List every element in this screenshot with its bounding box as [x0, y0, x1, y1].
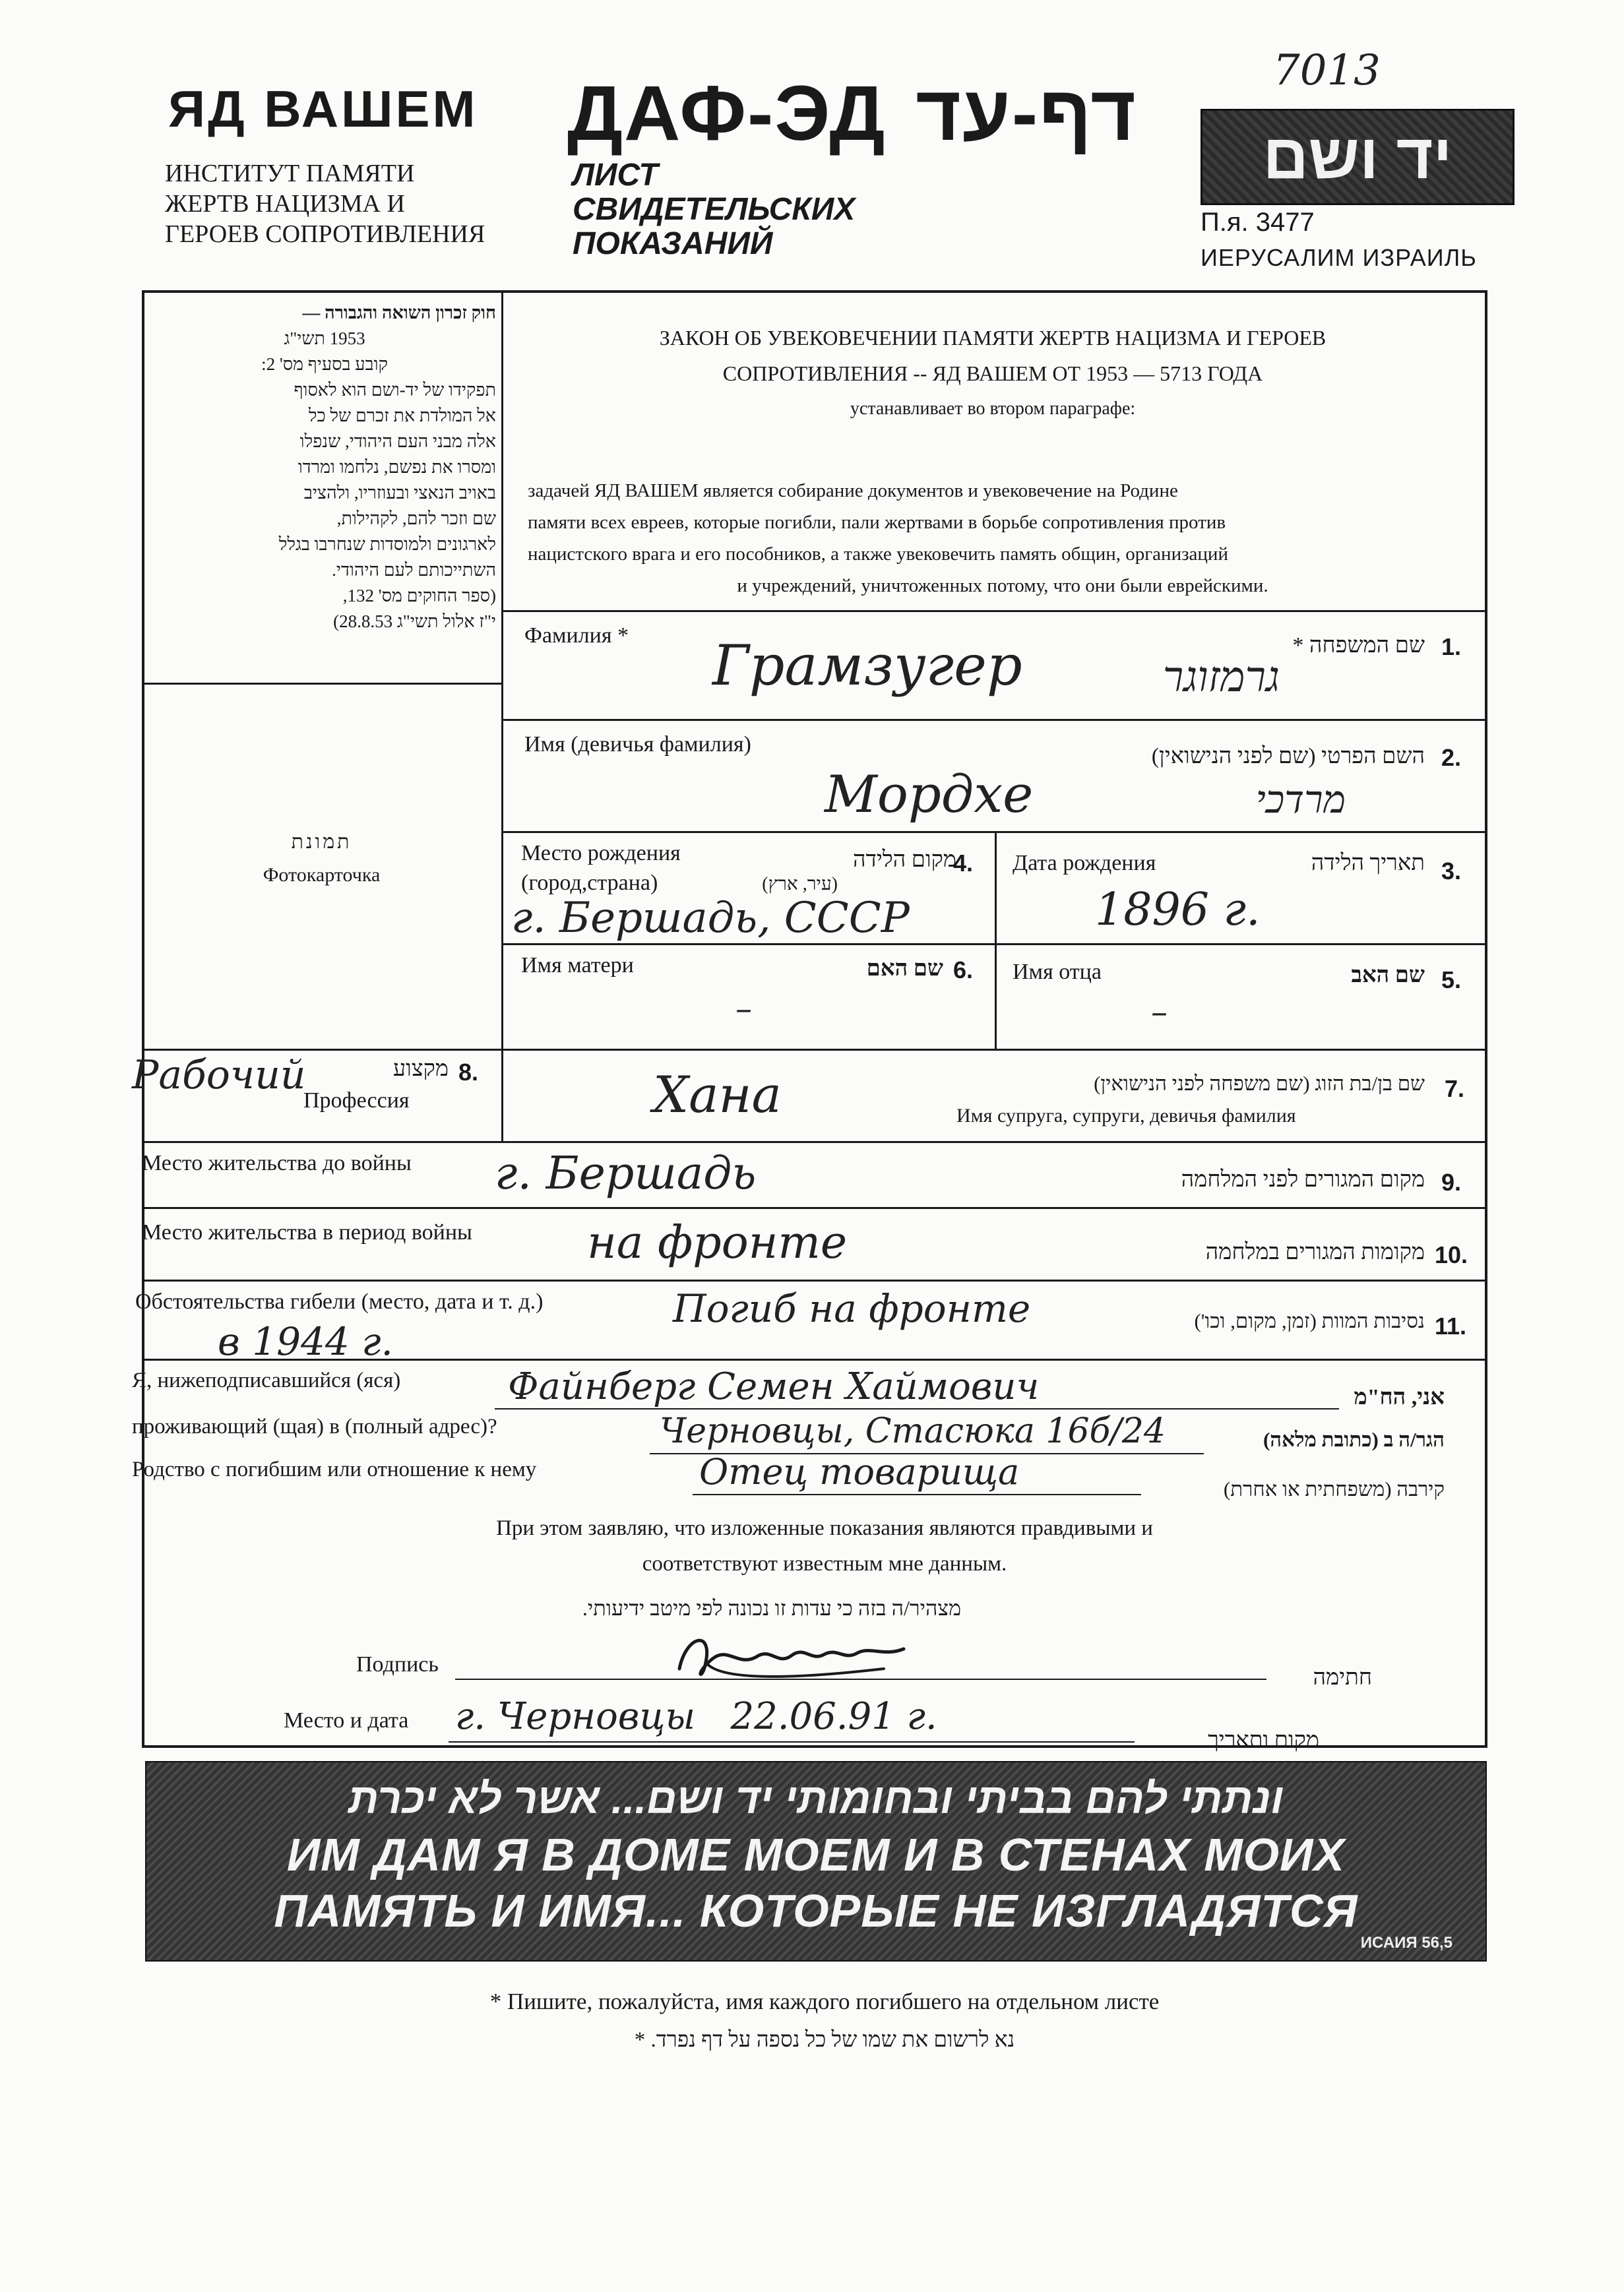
mother-label-hebrew: שם האם [866, 956, 943, 981]
org-name: ЯД ВАШЕМ [168, 80, 478, 138]
father-value[interactable]: – [1151, 993, 1168, 1031]
form-title-hebrew: דף-עד [916, 70, 1137, 157]
place-date-label: Место и дата [284, 1708, 409, 1733]
law-russian: ЗАКОН ОБ УВЕКОВЕЧЕНИИ ПАМЯТИ ЖЕРТВ НАЦИЗМА И ГЕРОЕВ СОПРОТИВЛЕНИЯ -- ЯД ВАШЕМ ОТ 1953 — 5713 ГОДА устанавливает во втором параграфе: [659, 326, 1327, 419]
death-circumstances-label: Обстоятельства гибели (место, дата и т. д.) [135, 1289, 544, 1314]
yad-vashem-logo [1201, 109, 1515, 205]
spouse-label: Имя супруга, супруги, девичья фамилия [956, 1105, 1296, 1127]
photo-label-hebrew: תמונת [291, 831, 352, 853]
declarant-address-label: проживающий (щая) в (полный адрес)? [132, 1415, 497, 1439]
prewar-residence-number: 9. [1441, 1169, 1462, 1196]
footer-note: * Пишите, пожалуйста, имя каждого погибшего на отдельном листе [489, 1989, 1160, 2014]
law-russian-body: задачей ЯД ВАШЕМ является собирание документов и увековечение на Родине памяти всех евреев, которые погибли, пали жертвами в борьбе сопротивления против нацистского врага и его пособников, а также увековечить память общин, организаций и учреждений, уничтоженных потому, что они были еврейскими. [528, 480, 1268, 596]
declarant-relation-label-hebrew: קירבה (משפחתית או אחרת) [1223, 1477, 1445, 1501]
birthplace-label: Место рождения [521, 841, 681, 865]
place-date-value[interactable]: г. Черновцы 22.06.91 г. [455, 1695, 937, 1738]
profession-label-hebrew: מקצוע [392, 1057, 449, 1081]
death-circumstances-label-hebrew: נסיבות המוות (זמן, מקום, וכו') [1194, 1309, 1425, 1332]
declarant-name-label: Я, нижеподписавшийся (яся) [132, 1369, 401, 1392]
profession-value[interactable]: Рабочий [132, 1052, 306, 1098]
war-residence-label-hebrew: מקומות המגורים במלחמה [1205, 1240, 1425, 1264]
signature-label-hebrew: חתימה [1313, 1665, 1372, 1690]
death-circumstances-value-2[interactable]: в 1944 г. [218, 1319, 393, 1364]
logo-text: יד ושם [1263, 121, 1452, 192]
signature-mark[interactable] [666, 1623, 930, 1695]
banner-hebrew: ונתתי להם בביתי ובחומותי יד ושם... אשר לא יכרת [348, 1775, 1284, 1822]
declarant-address-value[interactable]: Черновцы, Стасюка 16б/24 [660, 1411, 1166, 1451]
birthplace-value[interactable]: г. Бершадь, СССР [511, 894, 910, 943]
prewar-residence-value[interactable]: г. Бершадь [495, 1148, 757, 1200]
war-residence-number: 10. [1435, 1241, 1468, 1268]
law-hebrew: חוק זכרון השואה והגבורה — 1953 תשי"ג קובע בסעיף מס' 2: תפקידו של יד-ושם הוא לאסוף אל המולדת את זכרם של כל אלה מבני העם היהודי, שנפלו ומסרו את נפשם, נלחמו ומרדו באויב הנאצי ובעוזריו, ולהציב שם וזכר להם, לקהילות, לארגונים ולמוסדות שנחרבו בגלל השתייכותם לעם היהודי. (ספר החוקים מס' 132, י"ז אלול תשי"ג 28.8.53) [261, 303, 496, 631]
first-name-value-hebrew[interactable]: מרדכי [1255, 777, 1346, 822]
birthplace-label-2: (город,страна) [521, 871, 658, 895]
birthplace-label-hebrew: מקום הלידה [852, 848, 956, 872]
spouse-value[interactable]: Хана [653, 1065, 782, 1124]
declarant-relation-label: Родство с погибшим или отношение к нему [132, 1458, 537, 1481]
org-subtitle: ИНСТИТУТ ПАМЯТИ ЖЕРТВ НАЦИЗМА И ГЕРОЕВ СОПРОТИВЛЕНИЯ [165, 160, 485, 248]
surname-number: 1. [1441, 633, 1462, 660]
declarant-address-label-hebrew: הגר/ה ב (כתובת מלאה) [1263, 1428, 1445, 1451]
signature-label: Подпись [356, 1652, 439, 1677]
archive-number: 7013 [1273, 46, 1381, 95]
quote-banner [145, 1761, 1487, 1962]
banner-line-1: ИМ ДАМ Я В ДОМЕ МОЕМ И В СТЕНАХ МОИХ [286, 1829, 1346, 1880]
banner-line-2: ПАМЯТЬ И ИМЯ... КОТОРЫЕ НЕ ИЗГЛАДЯТСЯ [274, 1885, 1358, 1936]
form-title [567, 70, 1137, 157]
profession-label: Профессия [303, 1088, 410, 1113]
declarant-name-label-hebrew: אני, הח"מ [1354, 1385, 1445, 1409]
declaration-text: При этом заявляю, что изложенные показания являются правдивыми и соответствуют известным мне данным. [496, 1516, 1153, 1576]
first-name-value[interactable]: Мордхе [825, 765, 1034, 824]
profession-number: 8. [458, 1059, 479, 1086]
city: ИЕРУСАЛИМ ИЗРАИЛЬ [1201, 244, 1477, 271]
photo-label: Фотокарточка [263, 864, 381, 886]
father-label-hebrew: שם האב [1351, 963, 1425, 987]
mother-number: 6. [953, 956, 974, 983]
declarant-name-value[interactable]: Файнберг Семен Хаймович [508, 1365, 1040, 1408]
spouse-label-hebrew: שם בן/בת הזוג (שם משפחה לפני הנישואין) [1094, 1072, 1425, 1095]
birthdate-label: Дата рождения [1013, 851, 1156, 875]
mother-value[interactable]: – [735, 989, 752, 1028]
birthdate-number: 3. [1441, 857, 1462, 884]
father-number: 5. [1441, 966, 1462, 993]
mother-label: Имя матери [521, 953, 634, 977]
birthplace-number: 4. [953, 850, 974, 877]
form-title-russian: ДАФ-ЭД [567, 70, 887, 157]
first-name-label-hebrew: השם הפרטי (שם לפני הנישואין) [1151, 744, 1425, 768]
birthplace-label-hebrew-2: (עיר, ארץ) [762, 874, 838, 894]
po-box: П.я. 3477 [1201, 208, 1315, 237]
spouse-number: 7. [1445, 1075, 1465, 1102]
place-date-label-hebrew: מקום ותאריך [1208, 1728, 1319, 1752]
death-circumstances-value[interactable]: Погиб на фронте [673, 1286, 1031, 1331]
banner-source: ИСАИЯ 56,5 [1360, 1934, 1452, 1952]
prewar-residence-label: Место жительства до войны [142, 1151, 412, 1175]
father-label: Имя отца [1013, 960, 1102, 984]
war-residence-value[interactable]: на фронте [587, 1217, 848, 1269]
birthdate-value[interactable]: 1896 г. [1095, 884, 1261, 936]
surname-label-hebrew: שם המשפחה * [1292, 633, 1425, 658]
birthdate-label-hebrew: תאריך הלידה [1311, 851, 1425, 875]
prewar-residence-label-hebrew: מקום המגורים לפני המלחמה [1181, 1167, 1425, 1192]
surname-value-hebrew[interactable]: גרמזוגר [1162, 653, 1280, 702]
surname-label: Фамилия * [524, 623, 629, 648]
declaration-hebrew: מצהיר/ה בזה כי עדות זו נכונה לפי מיטב ידיעותי. [582, 1596, 962, 1620]
war-residence-label: Место жительства в период войны [142, 1220, 472, 1245]
footer-note-hebrew: נא לרשום את שמו של כל נספה על דף נפרד. * [634, 2028, 1015, 2052]
form-subtitle: ЛИСТ СВИДЕТЕЛЬСКИХ ПОКАЗАНИЙ [573, 158, 856, 261]
declarant-relation-value[interactable]: Отец товарища [699, 1451, 1020, 1493]
first-name-number: 2. [1441, 744, 1462, 771]
first-name-label: Имя (девичья фамилия) [524, 732, 751, 757]
surname-value[interactable]: Грамзугер [712, 633, 1022, 698]
death-circumstances-number: 11. [1435, 1313, 1467, 1340]
